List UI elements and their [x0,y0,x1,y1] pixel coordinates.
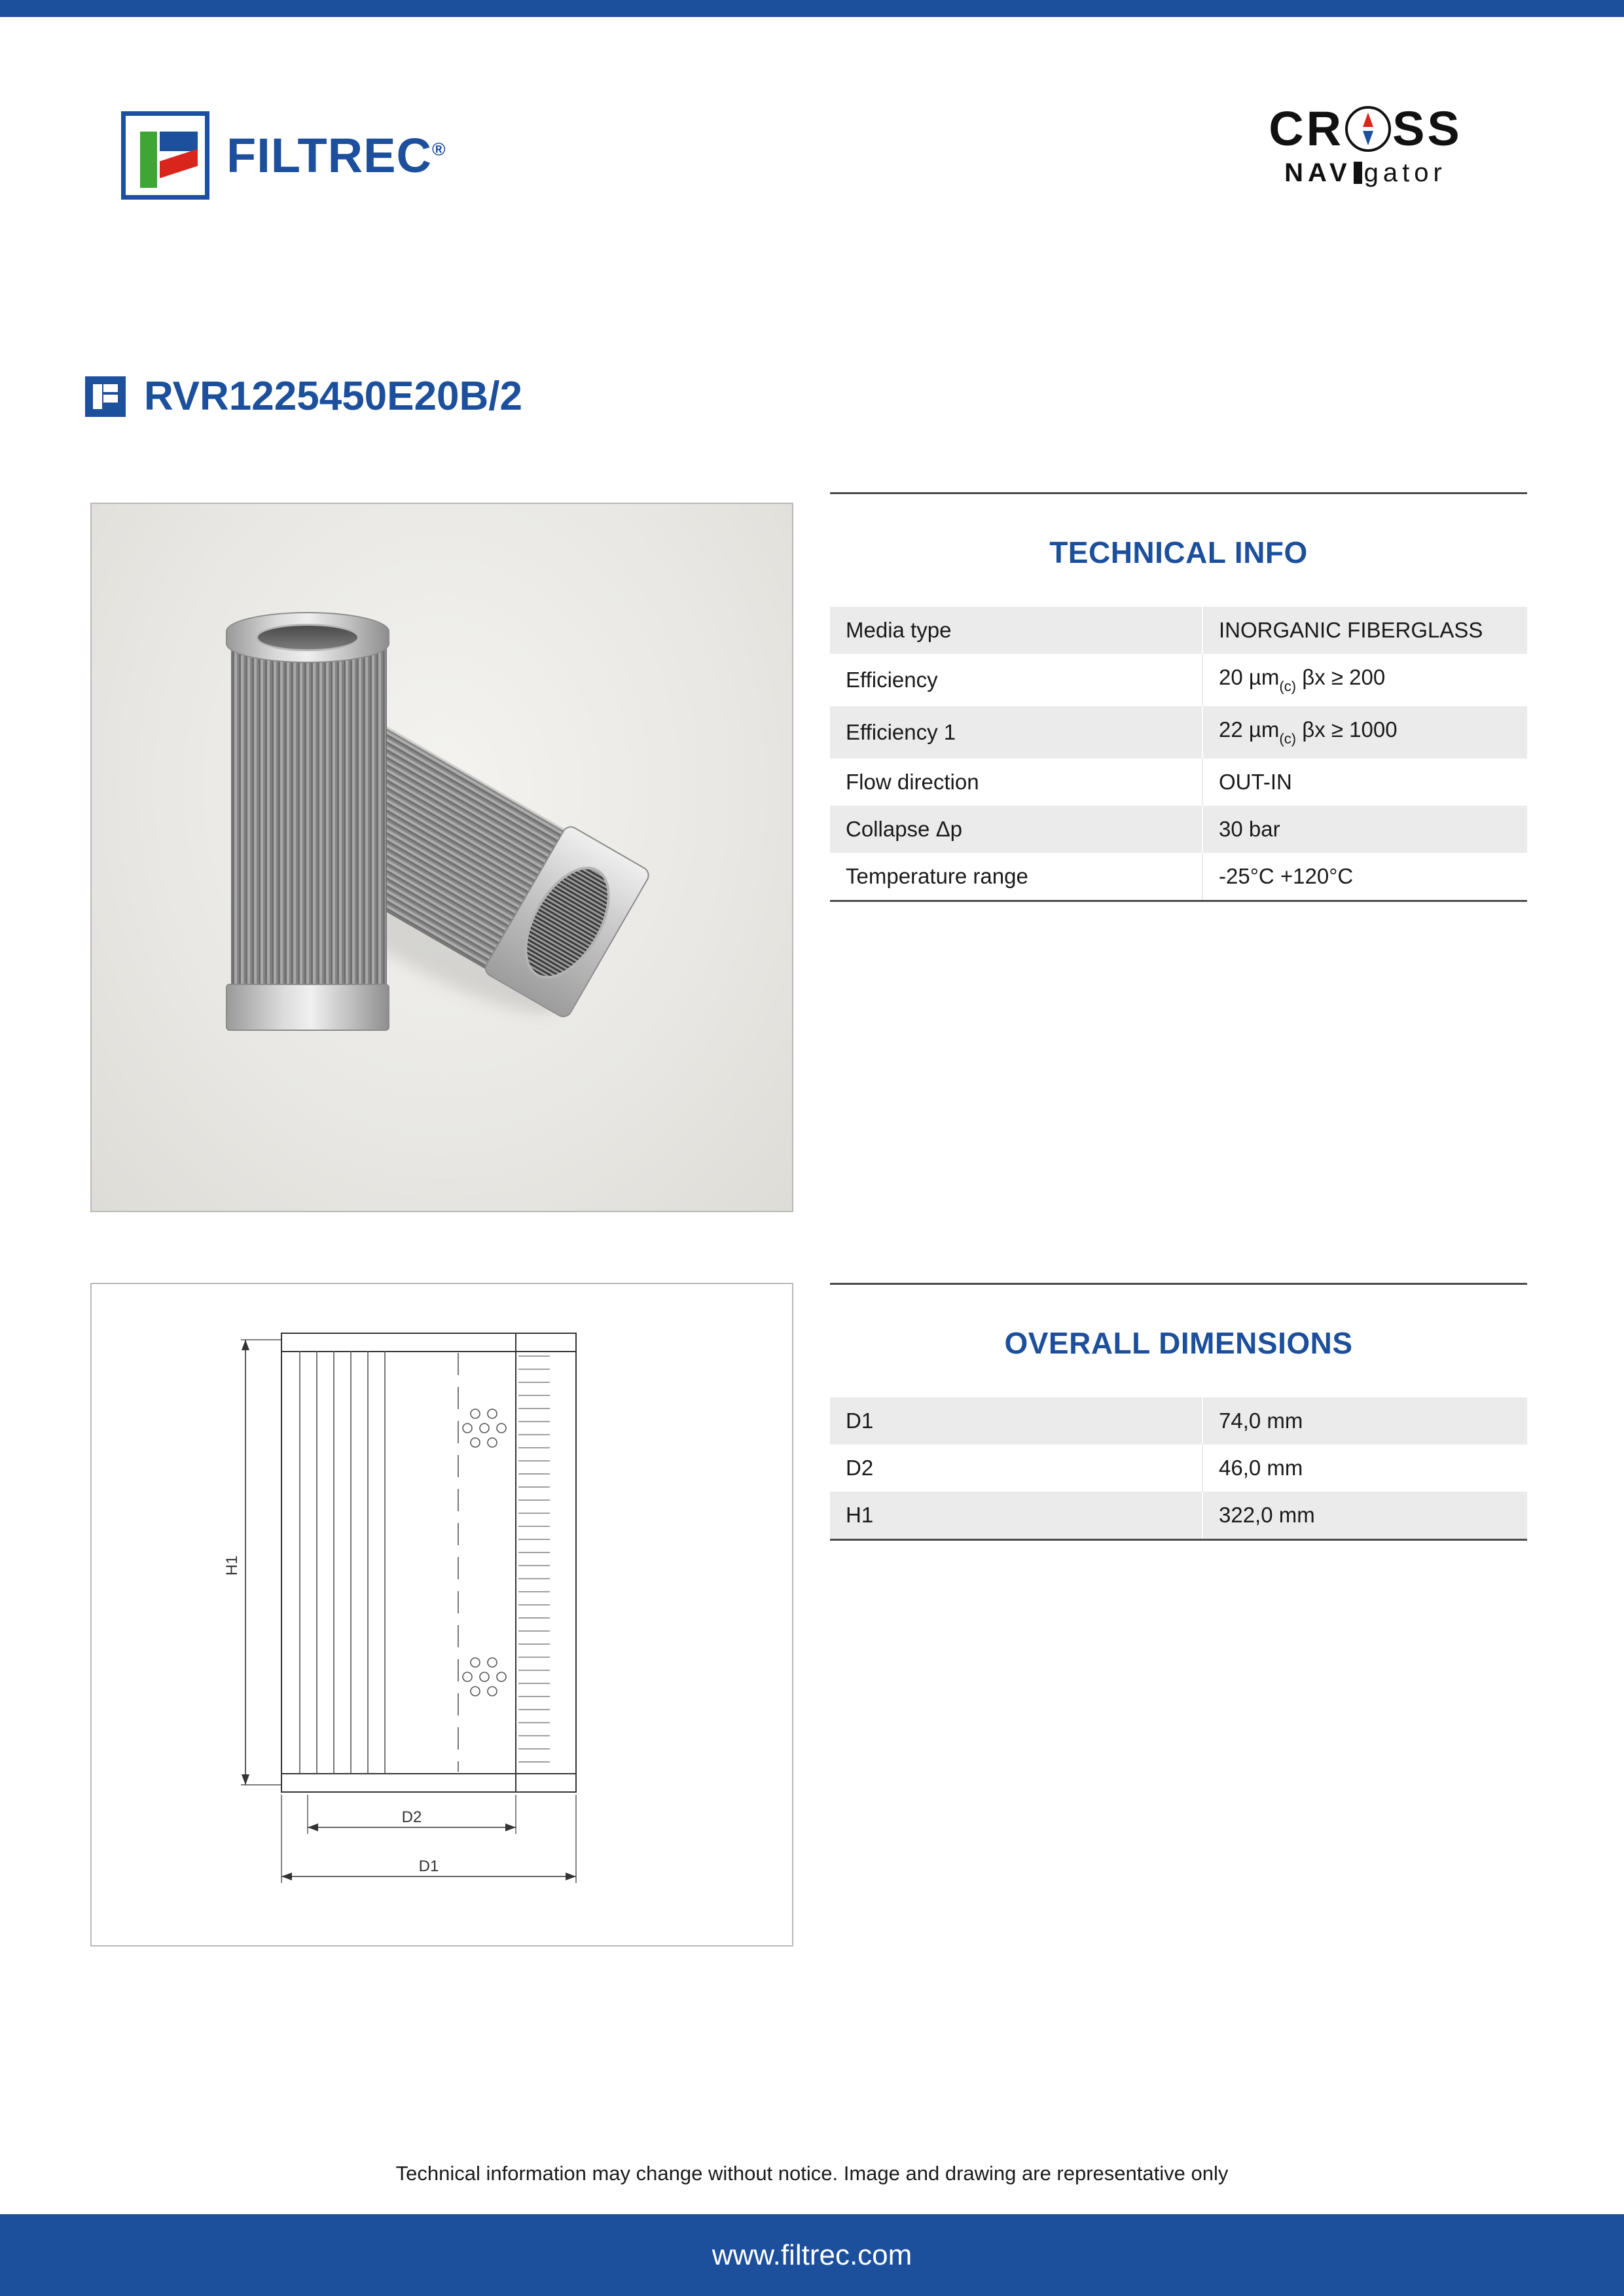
table-row [830,654,1527,706]
overall-dimensions-section [830,1283,1527,1541]
dimension-value: 74,0 mm [1202,1397,1527,1444]
table-row [830,607,1527,654]
navigator-nav-text: NAV [1284,158,1352,187]
compass-icon [1345,106,1391,152]
navigator-bar-icon [1354,162,1362,184]
table-row [830,853,1527,901]
spec-value-sub: (c) [1279,678,1297,694]
dimension-key: D1 [830,1397,1202,1444]
spec-value: -25°C +120°C [1202,853,1527,901]
technical-info-table [830,607,1527,902]
spec-value: INORGANIC FIBERGLASS [1202,607,1527,654]
table-row [830,806,1527,853]
product-photo [90,503,793,1212]
cartridge-upright [226,612,389,1031]
footer-disclaimer: Technical information may change without notice. Image and drawing are representative only [395,2162,1229,2185]
dimension-value: 46,0 mm [1219,1456,1303,1480]
top-edge-bar [0,0,1624,17]
product-code: RVR1225450E20B/2 [144,374,522,419]
technical-info-rule [830,492,1527,494]
filtrec-mark-icon [85,376,126,417]
dimension-key: D2 [830,1444,1202,1492]
spec-value-post: βx ≥ 200 [1296,665,1386,689]
navigator-gator-text: gator [1363,158,1447,187]
spec-key: Collapse Δp [830,806,1202,853]
dimension-key: H1 [830,1492,1202,1540]
overall-dimensions-rule [830,1283,1527,1285]
page-title [85,373,522,420]
filtrec-logo-text [226,128,446,183]
spec-value [1202,706,1527,759]
technical-info-heading: TECHNICAL INFO [1049,535,1308,569]
product-photo-image [92,504,792,1211]
cross-text-right: SS [1392,101,1462,156]
logo-wordmark: FILTREC [226,128,432,183]
spec-value: OUT-IN [1219,770,1292,794]
logo-registered-mark: ® [431,138,446,159]
table-row [830,1397,1527,1444]
drawing-label-d2: D2 [401,1808,422,1826]
filtrec-logo-icon [121,111,209,200]
spec-key: Media type [830,607,1202,654]
website-link[interactable]: www.filtrec.com [712,2238,912,2271]
spec-key: Efficiency 1 [830,706,1202,759]
spec-key: Flow direction [830,759,1202,806]
table-row [830,759,1527,806]
spec-value-pre: 20 µm [1219,665,1280,689]
technical-drawing-svg [92,1284,792,1945]
filtrec-logo [121,111,446,200]
cross-navigator-top [1269,101,1462,156]
cross-navigator-bottom [1228,158,1503,188]
overall-dimensions-table [830,1397,1527,1541]
spec-key: Efficiency [830,654,1202,706]
page-header [121,98,1503,242]
drawing-label-h1: H1 [223,1555,241,1576]
spec-value-sub: (c) [1279,730,1297,747]
table-row [830,1492,1527,1540]
dimension-value: 322,0 mm [1202,1492,1527,1540]
table-row [830,706,1527,759]
overall-dimensions-heading: OVERALL DIMENSIONS [1004,1326,1353,1360]
footer-bar [0,2214,1624,2296]
spec-value [1202,654,1527,706]
technical-info-section [830,492,1527,902]
spec-value-pre: 22 µm [1219,717,1280,742]
table-row [830,1444,1527,1492]
spec-key: Temperature range [830,853,1202,901]
cross-text-left: CR [1269,101,1344,156]
technical-drawing [90,1283,793,1946]
spec-value-post: βx ≥ 1000 [1296,717,1398,742]
drawing-label-d1: D1 [418,1857,439,1875]
cross-navigator-logo [1228,101,1503,188]
spec-value: 30 bar [1202,806,1527,853]
